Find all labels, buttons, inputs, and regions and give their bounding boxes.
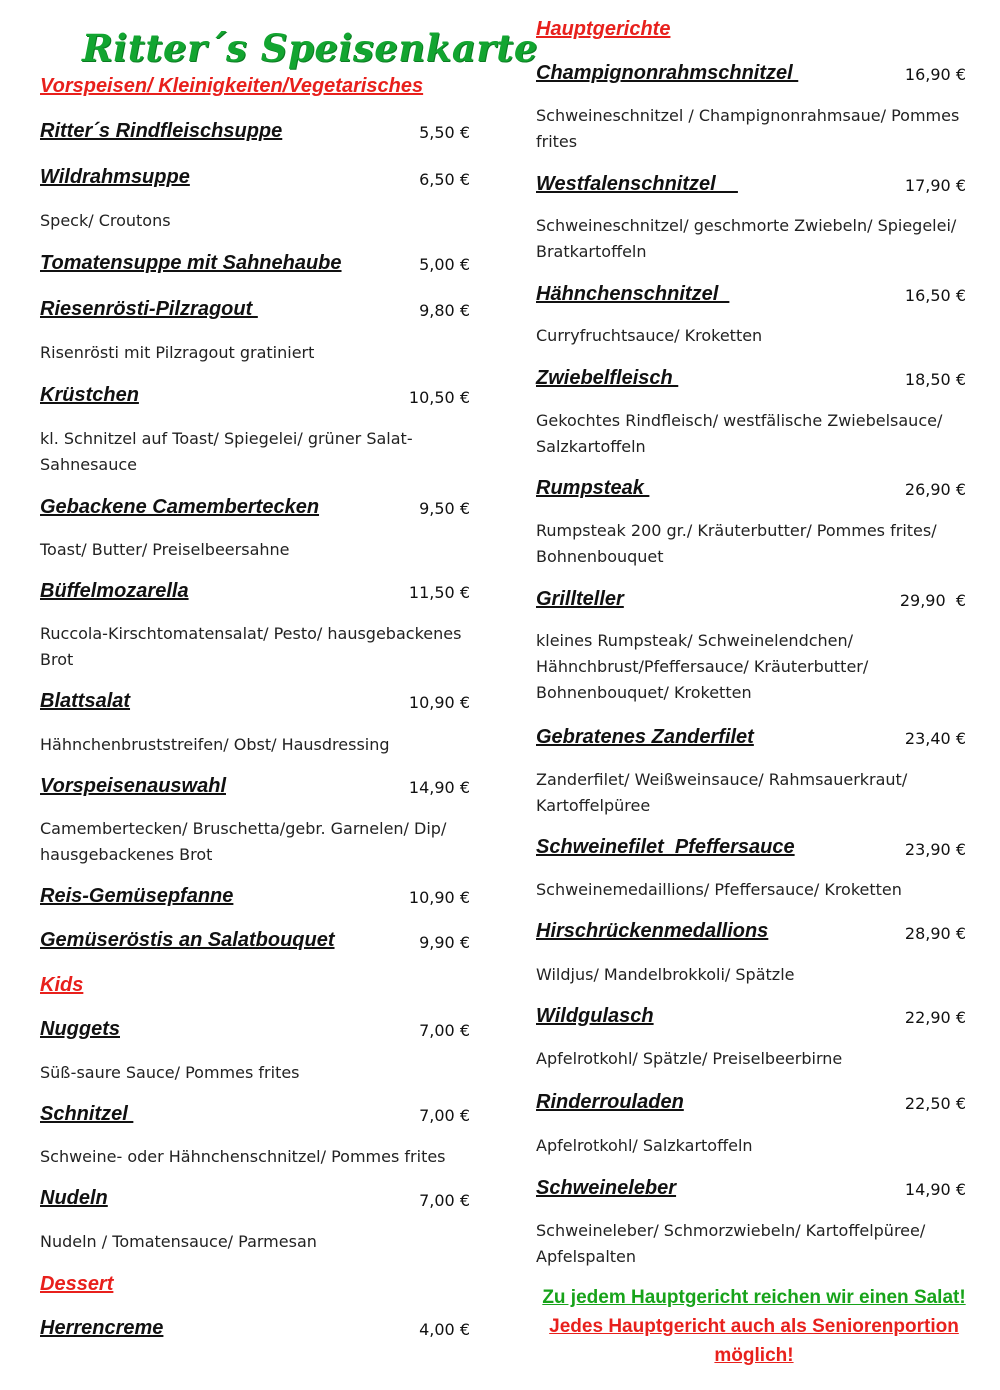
dish-name: Schnitzel <box>40 1103 134 1125</box>
dish-price: 9,80 € <box>419 301 470 320</box>
dish-description: Gekochtes Rindfleisch/ westfälische Zwiebelsauce/ <box>536 411 943 430</box>
section-vorspeisen: Vorspeisen/ Kleinigkeiten/Vegetarisches <box>40 75 424 97</box>
dish-price: 7,00 € <box>419 1106 470 1125</box>
dish-price: 22,90 € <box>904 1008 966 1027</box>
dish-name: Rinderrouladen <box>536 1091 684 1113</box>
dish-description: Bratkartoffeln <box>536 242 647 261</box>
dish-price: 23,40 € <box>904 729 966 748</box>
dish-name: Gebratenes Zanderfilet <box>536 726 754 748</box>
dish-name: Gemüseröstis an Salatbouquet <box>40 929 335 951</box>
dish-price: 10,50 € <box>408 388 470 407</box>
dish-description: Ruccola-Kirschtomatensalat/ Pesto/ hausgebackenes <box>40 624 462 643</box>
dish-name: Hähnchenschnitzel <box>536 283 730 305</box>
dish-price: 4,00 € <box>419 1320 470 1339</box>
senior-note: Jedes Hauptgericht auch als Seniorenportion <box>549 1316 959 1337</box>
dish-name: Westfalenschnitzel <box>536 173 738 195</box>
dish-price: 9,90 € <box>419 933 470 952</box>
dish-name: Grillteller <box>536 588 624 610</box>
dish-description: kleines Rumpsteak/ Schweinelendchen/ <box>536 631 854 650</box>
dish-description: Zanderfilet/ Weißweinsauce/ Rahmsauerkraut/ <box>536 770 908 789</box>
dish-description: Risenrösti mit Pilzragout gratiniert <box>40 343 315 362</box>
dish-price: 16,90 € <box>904 65 966 84</box>
dish-name: Riesenrösti-Pilzragout <box>40 298 258 320</box>
dish-name: Herrencreme <box>40 1317 164 1339</box>
dish-price: 7,00 € <box>419 1021 470 1040</box>
dish-price: 14,90 € <box>408 778 470 797</box>
dish-price: 5,50 € <box>419 123 470 142</box>
dish-price: 5,00 € <box>419 255 470 274</box>
dish-name: Gebackene Camembertecken <box>40 496 320 518</box>
dish-description: Apfelspalten <box>536 1247 637 1266</box>
dish-name: Schweineleber <box>536 1177 677 1199</box>
dish-price: 26,90 € <box>904 480 966 499</box>
dish-description: Speck/ Croutons <box>40 211 171 230</box>
dish-price: 16,50 € <box>904 286 966 305</box>
dish-description: Schweineleber/ Schmorzwiebeln/ Kartoffelpüree/ <box>536 1221 926 1240</box>
dish-price: 10,90 € <box>408 693 470 712</box>
dish-price: 23,90 € <box>904 840 966 859</box>
dish-description: Hähnchbrust/Pfeffersauce/ Kräuterbutter/ <box>536 657 869 676</box>
dish-description: Wildjus/ Mandelbrokkoli/ Spätzle <box>536 965 795 984</box>
dish-price: 17,90 € <box>904 176 966 195</box>
dish-name: Wildgulasch <box>536 1005 654 1027</box>
dish-description: Schweinemedaillions/ Pfeffersauce/ Kroketten <box>536 880 902 899</box>
dish-description: frites <box>536 132 578 151</box>
dish-price: 14,90 € <box>904 1180 966 1199</box>
section-dessert: Dessert <box>40 1273 114 1295</box>
salad-note: Zu jedem Hauptgericht reichen wir einen Salat! <box>542 1287 966 1308</box>
dish-price: 22,50 € <box>904 1094 966 1113</box>
dish-name: Rumpsteak <box>536 477 650 499</box>
dish-price: 6,50 € <box>419 170 470 189</box>
dish-description: Nudeln / Tomatensauce/ Parmesan <box>40 1232 317 1251</box>
dish-description: Schweine- oder Hähnchenschnitzel/ Pommes frites <box>40 1147 446 1166</box>
dish-price: 18,50 € <box>904 370 966 389</box>
dish-name: Zwiebelfleisch <box>536 367 679 389</box>
dish-price: 10,90 € <box>408 888 470 907</box>
dish-description: Apfelrotkohl/ Salzkartoffeln <box>536 1136 753 1155</box>
section-kids: Kids <box>40 974 84 996</box>
dish-name: Vorspeisenauswahl <box>40 775 226 797</box>
dish-description: Sahnesauce <box>40 455 138 474</box>
dish-description: Camembertecken/ Bruschetta/gebr. Garnelen/ Dip/ <box>40 819 447 838</box>
dish-price: 29,90 € <box>899 591 966 610</box>
dish-price: 9,50 € <box>419 499 470 518</box>
dish-description: hausgebackenes Brot <box>40 845 213 864</box>
dish-name: Krüstchen <box>40 384 139 406</box>
dish-description: Schweineschnitzel/ geschmorte Zwiebeln/ Spiegelei/ <box>536 216 957 235</box>
dish-description: Hähnchenbruststreifen/ Obst/ Hausdressing <box>40 735 390 754</box>
dish-description: Curryfruchtsauce/ Kroketten <box>536 326 763 345</box>
senior-note-end: möglich! <box>714 1345 794 1366</box>
dish-description: Brot <box>40 650 74 669</box>
dish-description: kl. Schnitzel auf Toast/ Spiegelei/ grüner Salat- <box>40 429 413 448</box>
dish-price: 11,50 € <box>408 583 470 602</box>
dish-name: Champignonrahmschnitzel <box>536 62 799 84</box>
dish-description: Schweineschnitzel / Champignonrahmsaue/ Pommes <box>536 106 960 125</box>
dish-description: Rumpsteak 200 gr./ Kräuterbutter/ Pommes frites/ <box>536 521 937 540</box>
dish-name: Blattsalat <box>40 690 131 712</box>
dish-name: Hirschrückenmedallions <box>536 920 769 942</box>
dish-name: Schweinefilet Pfeffersauce <box>536 836 795 858</box>
dish-name: Ritter´s Rindfleischsuppe <box>40 120 283 142</box>
dish-name: Tomatensuppe mit Sahnehaube <box>40 252 342 274</box>
dish-name: Büffelmozarella <box>40 580 189 602</box>
dish-name: Nudeln <box>40 1187 108 1209</box>
dish-description: Salzkartoffeln <box>536 437 646 456</box>
dish-description: Süß-saure Sauce/ Pommes frites <box>40 1063 300 1082</box>
dish-name: Nuggets <box>40 1018 120 1040</box>
dish-price: 28,90 € <box>904 924 966 943</box>
dish-description: Toast/ Butter/ Preiselbeersahne <box>40 540 290 559</box>
dish-price: 7,00 € <box>419 1191 470 1210</box>
section-hauptgerichte: Hauptgerichte <box>536 18 671 40</box>
dish-name: Wildrahmsuppe <box>40 166 190 188</box>
dish-description: Kartoffelpüree <box>536 796 651 815</box>
menu-title: Ritter´s Speisenkarte <box>82 26 538 70</box>
dish-description: Bohnenbouquet <box>536 547 664 566</box>
dish-description: Bohnenbouquet/ Kroketten <box>536 683 752 702</box>
dish-description: Apfelrotkohl/ Spätzle/ Preiselbeerbirne <box>536 1049 843 1068</box>
dish-name: Reis-Gemüsepfanne <box>40 885 234 907</box>
